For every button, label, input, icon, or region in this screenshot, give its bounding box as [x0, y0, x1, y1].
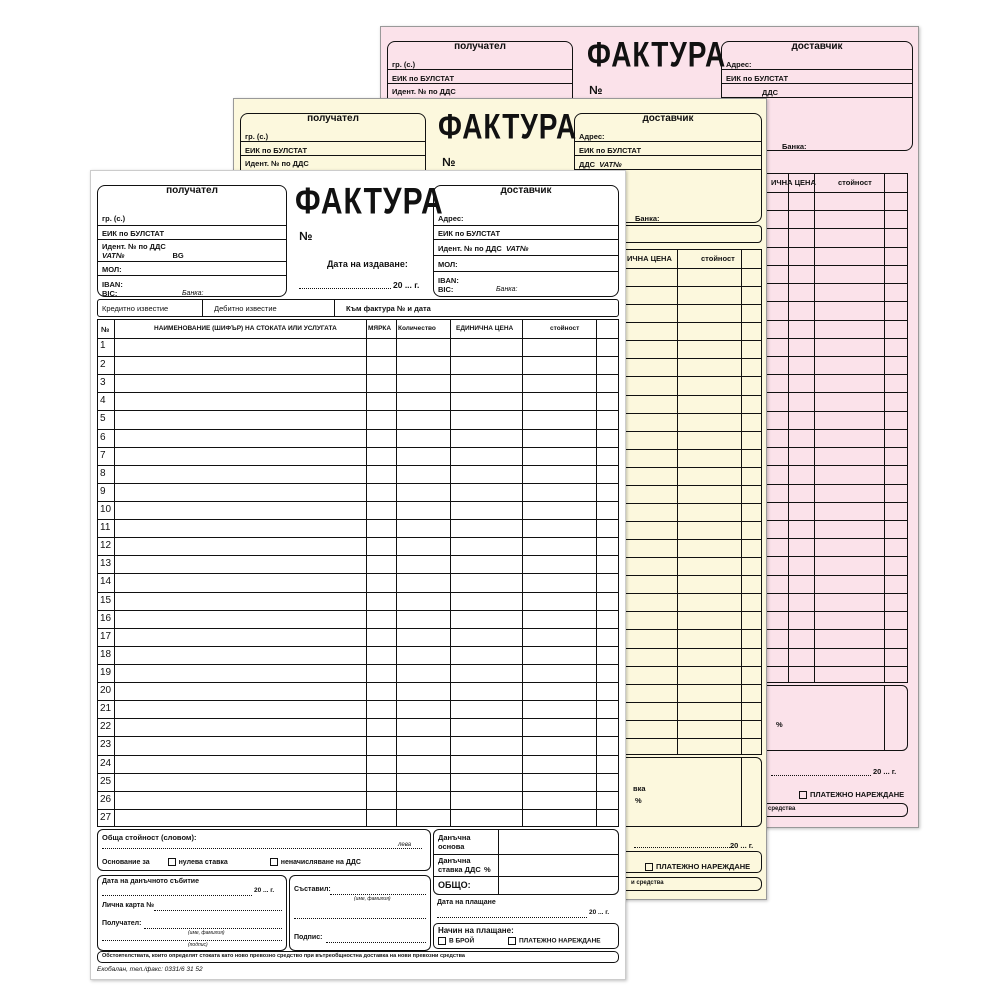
- eik-field[interactable]: ЕИК по БУЛСТАТ: [434, 226, 618, 240]
- invoice-title: ФАКТУРА: [587, 35, 727, 74]
- table-row[interactable]: [98, 592, 618, 611]
- table-row[interactable]: [98, 809, 618, 828]
- issue-year: 20 ... г.: [393, 280, 420, 290]
- invoice-number-label: №: [442, 155, 456, 169]
- row-number: 18: [100, 648, 112, 660]
- bank-transfer-option[interactable]: ПЛАТЕЖНО НАРЕЖДАНЕ: [799, 790, 904, 799]
- pay-date-label: Дата на плащане: [437, 899, 496, 906]
- vat-id-field: Идент. № по ДДС: [392, 87, 456, 96]
- col-no: №: [101, 325, 110, 334]
- recipient-label: Получател:: [102, 920, 142, 927]
- vat-id-field[interactable]: Идент. № по ДДС VAT№ BG: [98, 240, 286, 262]
- goods-table: [97, 319, 619, 827]
- vat-field: ДДС: [722, 84, 912, 98]
- eik-field: ЕИК по БУЛСТАТ: [241, 142, 425, 156]
- compiled-label: Съставил:: [294, 886, 331, 893]
- publisher-note: Екобалан, тел./факс: 0331/6 31 52: [97, 966, 203, 973]
- col-price: ЕДИНИЧНА ЦЕНА: [456, 325, 514, 332]
- table-row[interactable]: [98, 628, 618, 647]
- table-row[interactable]: [98, 410, 618, 429]
- bank-transfer-option[interactable]: ПЛАТЕЖНО НАРЕЖДАНЕ: [645, 862, 750, 871]
- table-row[interactable]: [98, 646, 618, 665]
- table-row[interactable]: [98, 483, 618, 502]
- eik-field[interactable]: ЕИК по БУЛСТАТ: [98, 226, 286, 240]
- credit-note-option[interactable]: Кредитно известие: [102, 304, 169, 313]
- to-invoice-field[interactable]: Към фактура № и дата: [346, 304, 431, 313]
- city-field: гр. (с.): [388, 56, 572, 70]
- tax-event-year: 20 ... г.: [254, 887, 275, 894]
- table-row[interactable]: [98, 447, 618, 466]
- address-field: Адрес:: [575, 128, 761, 142]
- row-number: 21: [100, 703, 112, 715]
- table-row[interactable]: [98, 573, 618, 592]
- payment-box: [433, 923, 619, 949]
- row-number: 8: [100, 467, 106, 479]
- table-row[interactable]: [98, 791, 618, 810]
- name-surname-hint: (име, фамилия): [354, 896, 391, 902]
- recipient-box: [97, 185, 287, 297]
- tax-event-box: [97, 875, 287, 951]
- address-field: Адрес:: [722, 56, 912, 70]
- row-number: 17: [100, 630, 112, 642]
- row-number: 14: [100, 576, 112, 588]
- row-number: 11: [100, 522, 111, 534]
- issue-date-label: Дата на издаване:: [327, 259, 408, 269]
- name-surname-hint: (име, фамилия): [188, 930, 225, 936]
- table-row[interactable]: [98, 773, 618, 792]
- table-row[interactable]: [98, 429, 618, 448]
- vat-id-field: Идент. № по ДДС: [245, 159, 309, 168]
- supplier-title: доставчик: [500, 185, 552, 196]
- row-number: 19: [100, 667, 112, 678]
- row-number: 12: [100, 540, 112, 552]
- city-field[interactable]: гр. (с.): [98, 210, 286, 226]
- total-words-label: Обща стойност (словом):: [102, 833, 197, 842]
- table-row[interactable]: [98, 519, 618, 538]
- debit-note-option[interactable]: Дебитно известие: [214, 304, 277, 313]
- row-number: 3: [100, 377, 106, 389]
- recipient-title: получател: [166, 185, 218, 196]
- pay-methods-label: Начин на плащане:: [438, 926, 514, 935]
- eik-field: ЕИК по БУЛСТАТ: [722, 70, 912, 84]
- col-value: стойност: [550, 325, 580, 332]
- bank-field[interactable]: Банка:: [496, 286, 518, 293]
- row-number: 22: [100, 721, 112, 733]
- eik-field: ЕИК по БУЛСТАТ: [575, 142, 761, 156]
- row-number: 26: [100, 793, 112, 805]
- bank-transfer-option[interactable]: ПЛАТЕЖНО НАРЕЖДАНЕ: [508, 937, 601, 945]
- table-row[interactable]: [98, 537, 618, 556]
- total-words-box: [97, 829, 431, 871]
- iban-bic-field[interactable]: IBAN: BIC:: [102, 280, 123, 298]
- row-number: 6: [100, 431, 106, 443]
- rate-partial: вка: [633, 784, 646, 793]
- tax-base-label: Данъчна основа: [438, 833, 471, 851]
- year: 20 ... г.: [873, 767, 897, 776]
- table-row[interactable]: [98, 501, 618, 520]
- mol-field[interactable]: МОЛ:: [98, 262, 286, 276]
- eik-field: ЕИК по БУЛСТАТ: [388, 70, 572, 84]
- percent: %: [484, 865, 491, 874]
- supplier-title: доставчик: [791, 41, 843, 52]
- row-number: 15: [100, 594, 112, 606]
- year: 20 ... г.: [730, 841, 754, 850]
- invoice-number-label: №: [589, 83, 603, 97]
- col-value: стойност: [701, 254, 735, 263]
- compiled-box: [289, 875, 431, 951]
- supplier-box: [433, 185, 619, 297]
- vat-rate-label: Данъчна ставка ДДС: [438, 856, 481, 874]
- bank-field: Банка:: [782, 142, 807, 151]
- row-number: 1: [100, 340, 106, 351]
- table-row[interactable]: [98, 755, 618, 774]
- row-number: 27: [100, 811, 112, 823]
- mol-field[interactable]: МОЛ:: [434, 256, 618, 272]
- tax-event-date-label: Дата на данъчното събитие: [102, 878, 199, 885]
- invoice-number-label: №: [299, 229, 313, 243]
- basis-row: Основание за нулева ставка неначисляване на ДДС: [102, 858, 361, 866]
- row-number: 20: [100, 685, 112, 697]
- recipient-title: получател: [454, 41, 506, 52]
- table-row[interactable]: [98, 718, 618, 737]
- col-price: ИЧНА ЦЕНА: [771, 178, 816, 187]
- note-type-row: [97, 299, 619, 317]
- row-number: 16: [100, 612, 112, 624]
- row-number: 10: [100, 504, 112, 515]
- leva-label: лева: [398, 842, 412, 848]
- row-number: 13: [100, 558, 112, 570]
- col-qty: Количество: [398, 325, 436, 332]
- row-number: 2: [100, 359, 106, 371]
- percent: %: [776, 720, 783, 729]
- table-row[interactable]: [98, 610, 618, 629]
- signature-hint: (подпис): [188, 942, 208, 948]
- col-price: ИЧНА ЦЕНА: [627, 254, 672, 263]
- row-number: 9: [100, 485, 106, 497]
- row-number: 7: [100, 449, 106, 461]
- payment-box: [614, 851, 762, 873]
- signature-label: Подпис:: [294, 934, 323, 941]
- cash-option[interactable]: В БРОЙ: [438, 937, 474, 945]
- invoice-copy-white: [90, 170, 626, 980]
- invoice-title: ФАКТУРА: [438, 107, 578, 146]
- recipient-title: получател: [307, 113, 359, 124]
- no-vat-option[interactable]: неначисляване на ДДС: [270, 859, 361, 866]
- bank-field: Банка:: [635, 214, 660, 223]
- iban-bic-field[interactable]: IBAN: BIC:: [438, 276, 459, 294]
- id-card-label: Лична карта №: [102, 902, 154, 909]
- table-row[interactable]: [98, 700, 618, 719]
- col-value: стойност: [838, 178, 872, 187]
- vehicle-note-text: Обстоятелствата, които определят стоката като ново превозно средство при вътреобщностна доставка на нови превозни средства: [102, 953, 465, 959]
- vat-field: ДДС VAT№: [575, 156, 761, 170]
- vehicle-note: [97, 951, 619, 963]
- table-row[interactable]: [98, 664, 618, 683]
- row-number: 25: [100, 775, 112, 787]
- supplier-title: доставчик: [642, 113, 694, 124]
- vat-id-field[interactable]: Идент. № по ДДС VAT№: [434, 240, 618, 256]
- percent: %: [635, 796, 642, 805]
- table-row[interactable]: [98, 356, 618, 375]
- bank-field[interactable]: Банка:: [182, 290, 204, 297]
- col-unit: МЯРКА: [368, 325, 392, 332]
- table-row[interactable]: [98, 682, 618, 701]
- row-number: 23: [100, 739, 112, 751]
- table-row[interactable]: [98, 555, 618, 574]
- address-field[interactable]: Адрес:: [434, 210, 618, 226]
- city-field: гр. (с.): [241, 128, 425, 142]
- tax-box: [433, 829, 619, 895]
- row-number: 4: [100, 395, 106, 407]
- vehicle-note: и средства: [240, 877, 762, 891]
- table-row[interactable]: [98, 736, 618, 755]
- vehicle-note: средства: [387, 803, 908, 817]
- row-number: 5: [100, 413, 106, 425]
- zero-rate-option[interactable]: нулева ставка: [168, 859, 228, 866]
- invoice-title: ФАКТУРА: [295, 181, 444, 223]
- col-name: НАИМЕНОВАНИЕ (ШИФЪР) НА СТОКАТА ИЛИ УСЛУГАТА: [154, 325, 337, 332]
- pay-year: 20 ... г.: [589, 909, 610, 916]
- total-label: ОБЩО:: [438, 880, 471, 890]
- table-row[interactable]: [98, 338, 618, 356]
- table-row[interactable]: [98, 465, 618, 484]
- table-row[interactable]: [98, 374, 618, 393]
- row-number: 24: [100, 757, 112, 769]
- table-row[interactable]: [98, 392, 618, 411]
